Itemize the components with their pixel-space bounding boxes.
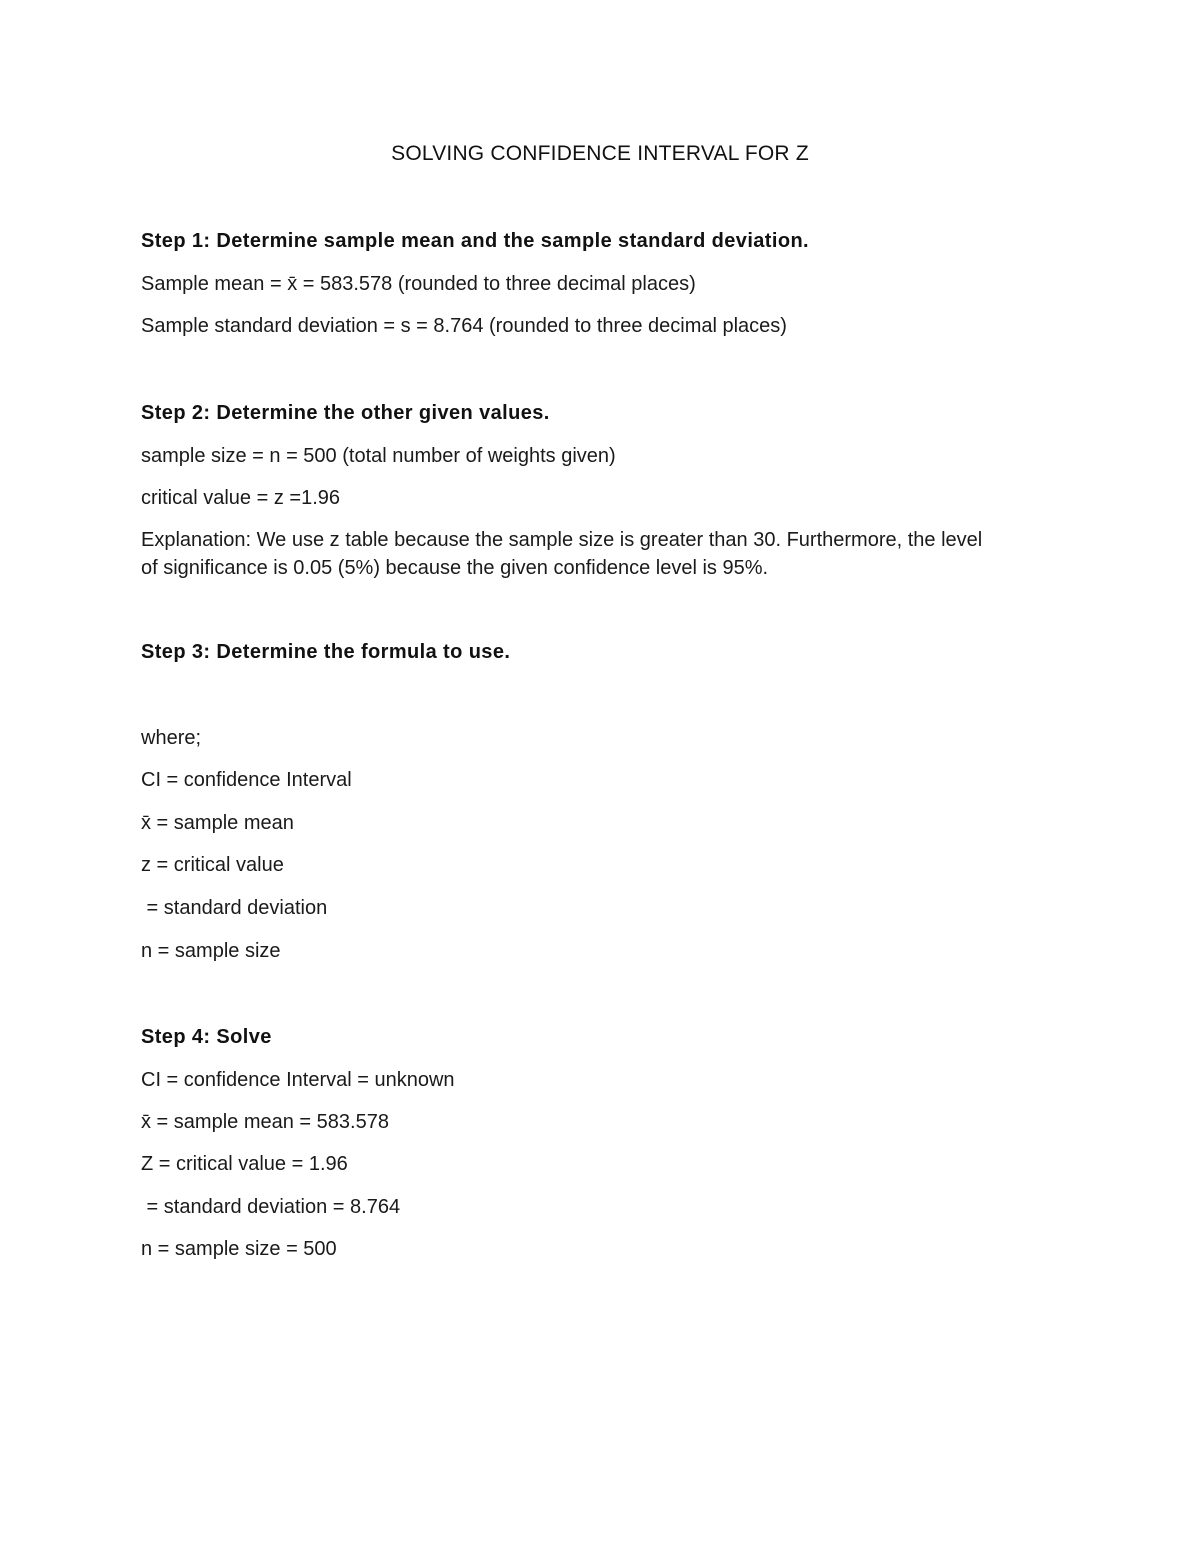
solve-critical-value-line: Z = critical value = 1.96 bbox=[141, 1153, 348, 1175]
sample-size-line: sample size = n = 500 (total number of weights given) bbox=[141, 445, 616, 467]
document-title: SOLVING CONFIDENCE INTERVAL FOR Z bbox=[391, 142, 809, 165]
step-2-heading: Step 2: Determine the other given values. bbox=[141, 402, 550, 424]
solve-ci-line: CI = confidence Interval = unknown bbox=[141, 1069, 455, 1091]
explanation-line-2: of significance is 0.05 (5%) because the given confidence level is 95%. bbox=[141, 557, 769, 579]
step-4-heading: Step 4: Solve bbox=[141, 1026, 272, 1048]
critical-value-line: critical value = z =1.96 bbox=[141, 487, 340, 509]
explanation-line-1: Explanation: We use z table because the sample size is greater than 30. Furthermore, the level bbox=[141, 529, 983, 551]
definition-standard-deviation: = standard deviation bbox=[141, 897, 328, 919]
solve-sample-mean-line: x̄ = sample mean = 583.578 bbox=[141, 1111, 389, 1133]
definition-ci: CI = confidence Interval bbox=[141, 769, 352, 791]
sample-std-dev-line: Sample standard deviation = s = 8.764 (rounded to three decimal places) bbox=[141, 315, 787, 337]
step-3-heading: Step 3: Determine the formula to use. bbox=[141, 641, 511, 663]
definition-critical-value: z = critical value bbox=[141, 854, 284, 876]
solve-standard-deviation-line: = standard deviation = 8.764 bbox=[141, 1196, 401, 1218]
step-1-heading: Step 1: Determine sample mean and the sample standard deviation. bbox=[141, 230, 810, 252]
definition-sample-size: n = sample size bbox=[141, 940, 281, 962]
sample-mean-line: Sample mean = x̄ = 583.578 (rounded to three decimal places) bbox=[141, 273, 696, 295]
where-label: where; bbox=[141, 727, 202, 749]
solve-sample-size-line: n = sample size = 500 bbox=[141, 1238, 337, 1260]
definition-sample-mean: x̄ = sample mean bbox=[141, 812, 294, 834]
